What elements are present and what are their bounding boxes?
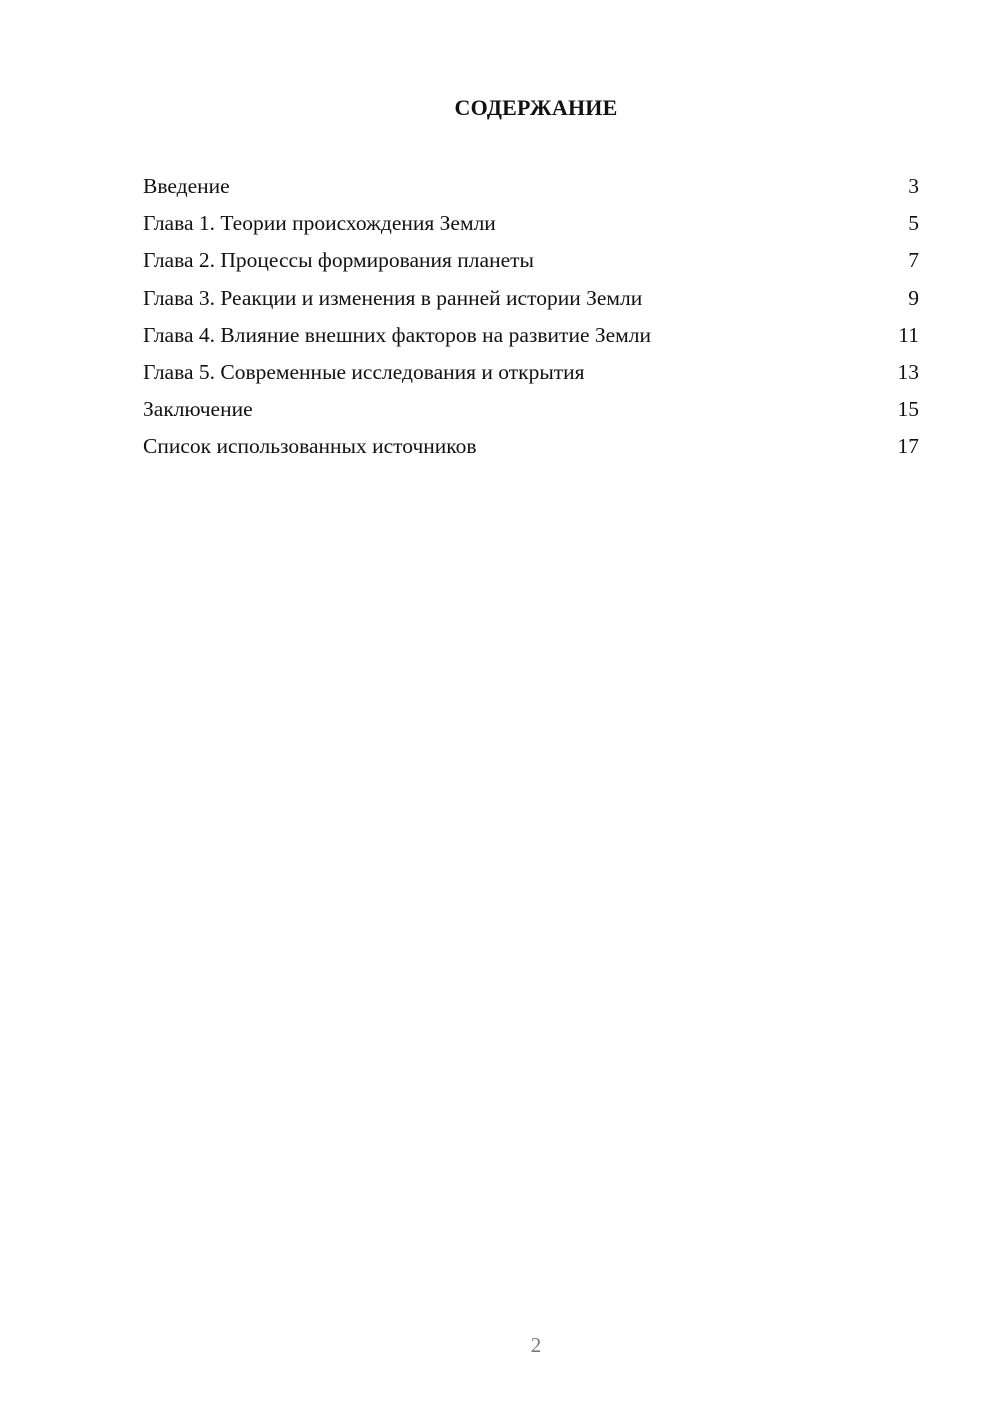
toc-entry-introduction xyxy=(143,168,919,205)
toc-title: СОДЕРЖАНИЕ xyxy=(454,95,618,120)
toc-entry-label: Глава 1. Теории происхождения Земли xyxy=(143,211,496,236)
toc-entry-references xyxy=(143,428,919,465)
toc-entry-page: 13 xyxy=(897,359,919,384)
toc-entry-chapter-1 xyxy=(143,205,919,242)
toc-entry-label: Введение xyxy=(143,174,230,198)
toc-entry-chapter-3 xyxy=(143,280,919,317)
toc-entry-chapter-5 xyxy=(143,354,919,391)
toc-entry-label: Глава 2. Процессы формирования планеты xyxy=(143,248,534,273)
toc-list xyxy=(143,168,919,466)
toc-entry-chapter-2 xyxy=(143,242,919,279)
page-number: 2 xyxy=(530,1333,542,1357)
toc-entry-label: Глава 5. Современные исследования и открытия xyxy=(143,359,585,384)
toc-entry-page: 9 xyxy=(908,285,919,310)
toc-entry-label: Глава 4. Влияние внешних факторов на развитие Земли xyxy=(143,322,652,347)
toc-entry-chapter-4 xyxy=(143,317,919,354)
toc-entry-page: 17 xyxy=(897,434,919,459)
toc-entry-page: 5 xyxy=(908,211,919,236)
toc-entry-page: 15 xyxy=(897,397,919,422)
toc-entry-conclusion xyxy=(143,391,919,428)
toc-entry-label: Глава 3. Реакции и изменения в ранней истории Земли xyxy=(143,285,643,310)
toc-entry-page: 7 xyxy=(908,248,919,273)
toc-entry-label: Заключение xyxy=(143,397,253,422)
toc-entry-page: 11 xyxy=(898,322,919,347)
toc-entry-page: 3 xyxy=(908,174,919,198)
toc-entry-label: Список использованных источников xyxy=(143,434,477,459)
